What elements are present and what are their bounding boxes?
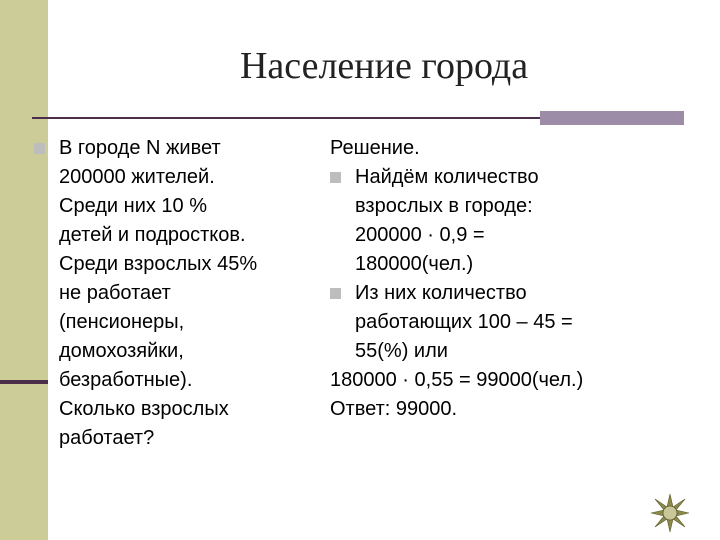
- solution-heading: Решение.: [330, 137, 420, 159]
- step1-line: взрослых в городе:: [355, 195, 533, 217]
- problem-line: Среди них 10 %: [59, 195, 208, 217]
- problem-line: 200000 жителей.: [59, 166, 215, 188]
- problem-line: Сколько взрослых: [59, 398, 229, 420]
- answer-line: Ответ: 99000.: [330, 398, 458, 420]
- calculation-line: 180000 · 0,55 = 99000(чел.): [330, 369, 584, 391]
- square-bullet-icon: [330, 288, 341, 299]
- sun-burst-icon[interactable]: [650, 493, 690, 533]
- title-divider-accent: [540, 111, 684, 125]
- problem-line: Среди взрослых 45%: [59, 253, 258, 275]
- problem-line: В городе N живет: [59, 137, 221, 159]
- problem-line: работает?: [59, 427, 155, 449]
- slide-title: Население города: [239, 45, 529, 87]
- problem-line: детей и подростков.: [59, 224, 246, 246]
- step2-line: 55(%) или: [355, 340, 448, 362]
- step1-line: 200000 · 0,9 =: [355, 224, 485, 246]
- solution-step-2: [330, 279, 690, 366]
- step1-line: Найдём количество: [355, 166, 539, 188]
- problem-column: [34, 134, 309, 453]
- square-bullet-icon: [34, 143, 45, 154]
- square-bullet-icon: [330, 172, 341, 183]
- problem-line: не работает: [59, 282, 171, 304]
- problem-line: (пенсионеры,: [59, 311, 185, 333]
- solution-column: [330, 134, 690, 424]
- problem-bullet: [34, 134, 309, 453]
- solution-step-1: [330, 163, 690, 279]
- step1-line: 180000(чел.): [355, 253, 474, 275]
- step2-line: Из них количество: [355, 282, 527, 304]
- problem-line: домохозяйки,: [59, 340, 184, 362]
- step2-line: работающих 100 – 45 =: [355, 311, 573, 333]
- problem-line: безработные).: [59, 369, 193, 391]
